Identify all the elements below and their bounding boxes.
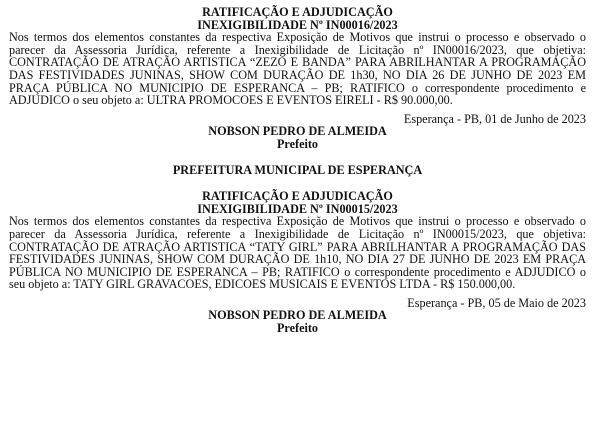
- organization-heading: PREFEITURA MUNICIPAL DE ESPERANÇA: [172, 162, 423, 177]
- notice-body: Nos termos dos elementos constantes da respectiva Exposição de Motivos que instrui o processo e observado o parecer da Assessoria Jurídica, referente a Inexigibilidade de Licitação nº IN00016/2023, que objetiva: CONTRATAÇÃO DE ATRAÇÃO ARTISTICA “ZEZO E BANDA” PARA ABRILHANTAR A PROGRAMAÇÃO DAS FESTIVIDADES JUNINAS, SHOW COM DURAÇÃO DE 1h30, NO DIA 26 DE JUNHO DE 2023 EM PRAÇA PÚBLICA NO MUNICIPIO DE ESPERANCA – PB; RATIFICO o correspondente procedimento e ADJUDICO o seu objeto a: ULTRA PROMOCOES E EVENTOS EIRELI - R$ 90.000,00.: [9, 30, 586, 108]
- notice-body: Nos termos dos elementos constantes da respectiva Exposição de Motivos que instrui o processo e observado o parecer da Assessoria Jurídica, referente a Inexigibilidade de Licitação nº IN00015/2023, que objetiva: CONTRATAÇÃO DE ATRAÇÃO ARTISTICA “TATY GIRL” PARA ABRILHANTAR A PROGRAMAÇÃO DAS FESTIVIDADES JUNINAS, SHOW COM DURAÇÃO DE 1h10, NO DIA 27 DE JUNHO DE 2023 EM PRAÇA PÚBLICA NO MUNICIPIO DE ESPERANCA – PB; RATIFICO o correspondente procedimento e ADJUDICO o seu objeto a: TATY GIRL GRAVACOES, EDICOES MUSICAIS E EVENTOS LTDA - R$ 150.000,00.: [9, 214, 586, 292]
- notice-subtitle: INEXIGIBILIDADE Nº IN00015/2023: [197, 201, 398, 216]
- notice-title: RATIFICAÇÃO E ADJUDICAÇÃO: [202, 5, 393, 19]
- signer-name: NOBSON PEDRO DE ALMEIDA: [208, 124, 387, 139]
- signer-role: Prefeito: [276, 321, 319, 336]
- notice-subtitle: INEXIGIBILIDADE Nº IN00016/2023: [197, 17, 398, 32]
- notice-title: RATIFICAÇÃO E ADJUDICAÇÃO: [202, 189, 393, 204]
- signer-name: NOBSON PEDRO DE ALMEIDA: [208, 308, 387, 323]
- notice-date: Esperança - PB, 01 de Junho de 2023: [403, 111, 586, 126]
- signer-role: Prefeito: [276, 136, 319, 151]
- notice-section-2: [9, 190, 586, 335]
- notice-section-1: [9, 6, 586, 151]
- notice-date: Esperança - PB, 05 de Maio de 2023: [407, 295, 586, 310]
